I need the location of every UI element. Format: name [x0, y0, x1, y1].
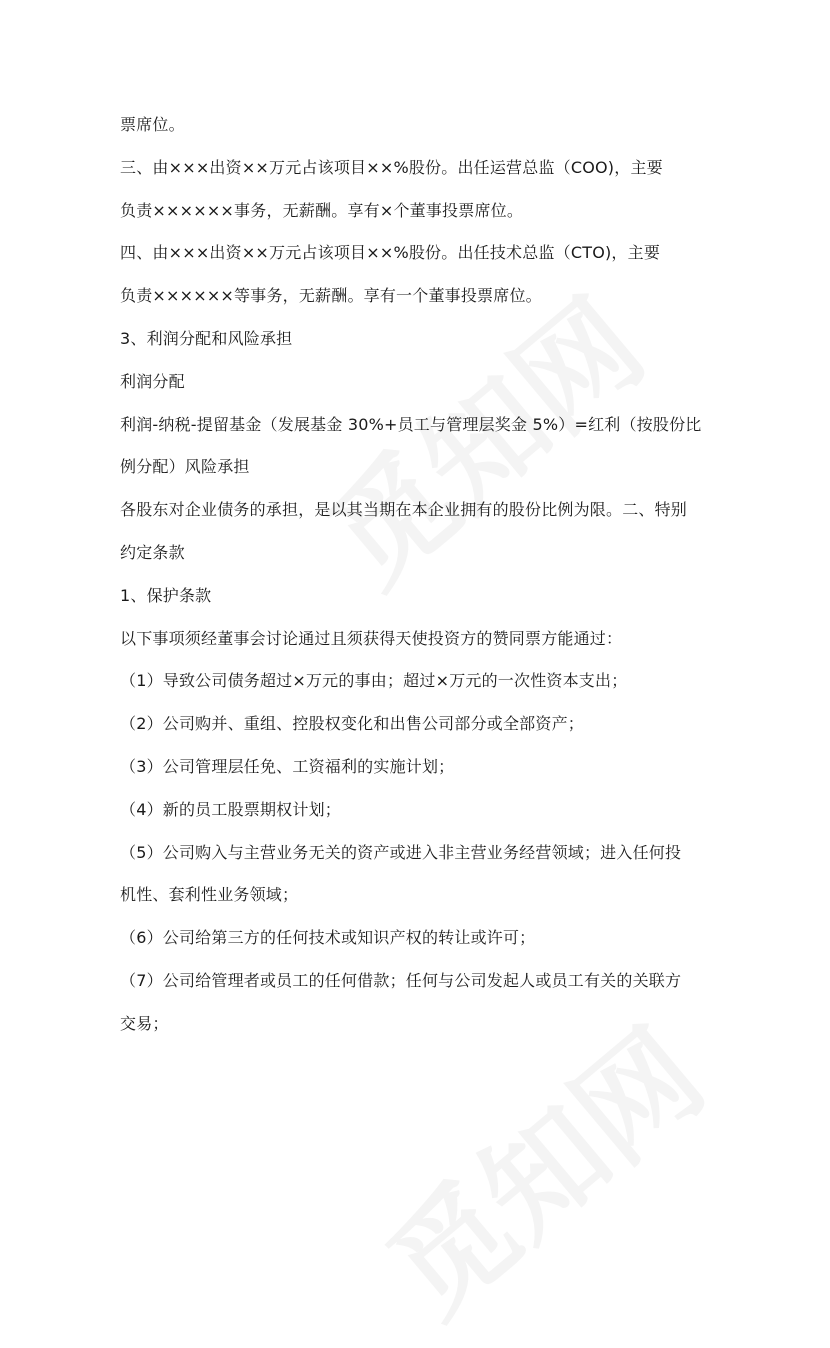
text-line: 例分配）风险承担: [120, 457, 250, 477]
list-item-continued: 机性、套利性业务领域；: [120, 885, 299, 905]
list-item: （7）公司给管理者或员工的任何借款；任何与公司发起人或员工有关的关联方: [120, 970, 682, 990]
text-line: 三、由×××出资××万元占该项目××%股份。出任运营总监（COO)，主要: [120, 157, 663, 177]
document-body: [120, 104, 720, 1046]
text-line: 票席位。: [120, 115, 185, 134]
text-line: 利润-纳税-提留基金（发展基金 30%+员工与管理层奖金 5%）=红利（按股份比: [120, 414, 702, 434]
list-item: （6）公司给第三方的任何技术或知识产权的转让或许可；: [120, 928, 536, 948]
subsection-heading: 利润分配: [120, 371, 185, 391]
list-item: （3）公司管理层任免、工资福利的实施计划；: [120, 756, 455, 776]
list-item: （5）公司购入与主营业务无关的资产或进入非主营业务经营领域；进入任何投: [120, 842, 682, 862]
list-item: （1）导致公司债务超过×万元的事由；超过×万元的一次性资本支出；: [120, 671, 628, 691]
section-heading: 3、利润分配和风险承担: [120, 328, 293, 348]
list-item-continued: 交易；: [120, 1013, 169, 1033]
text-line: 四、由×××出资××万元占该项目××%股份。出任技术总监（CTO)，主要: [120, 243, 661, 263]
text-line: 约定条款: [120, 542, 185, 562]
text-line: 负责××××××等事务，无薪酬。享有一个董事投票席位。: [120, 286, 542, 306]
text-line: 以下事项须经董事会讨论通过且须获得天使投资方的赞同票方能通过：: [120, 628, 623, 648]
list-item: （4）新的员工股票期权计划；: [120, 799, 341, 819]
section-heading: 1、保护条款: [120, 585, 212, 605]
text-line: 负责××××××事务，无薪酬。享有×个董事投票席位。: [120, 200, 524, 220]
list-item: （2）公司购并、重组、控股权变化和出售公司部分或全部资产；: [120, 714, 584, 734]
text-line: 各股东对企业债务的承担，是以其当期在本企业拥有的股份比例为限。二、特别: [120, 500, 688, 520]
